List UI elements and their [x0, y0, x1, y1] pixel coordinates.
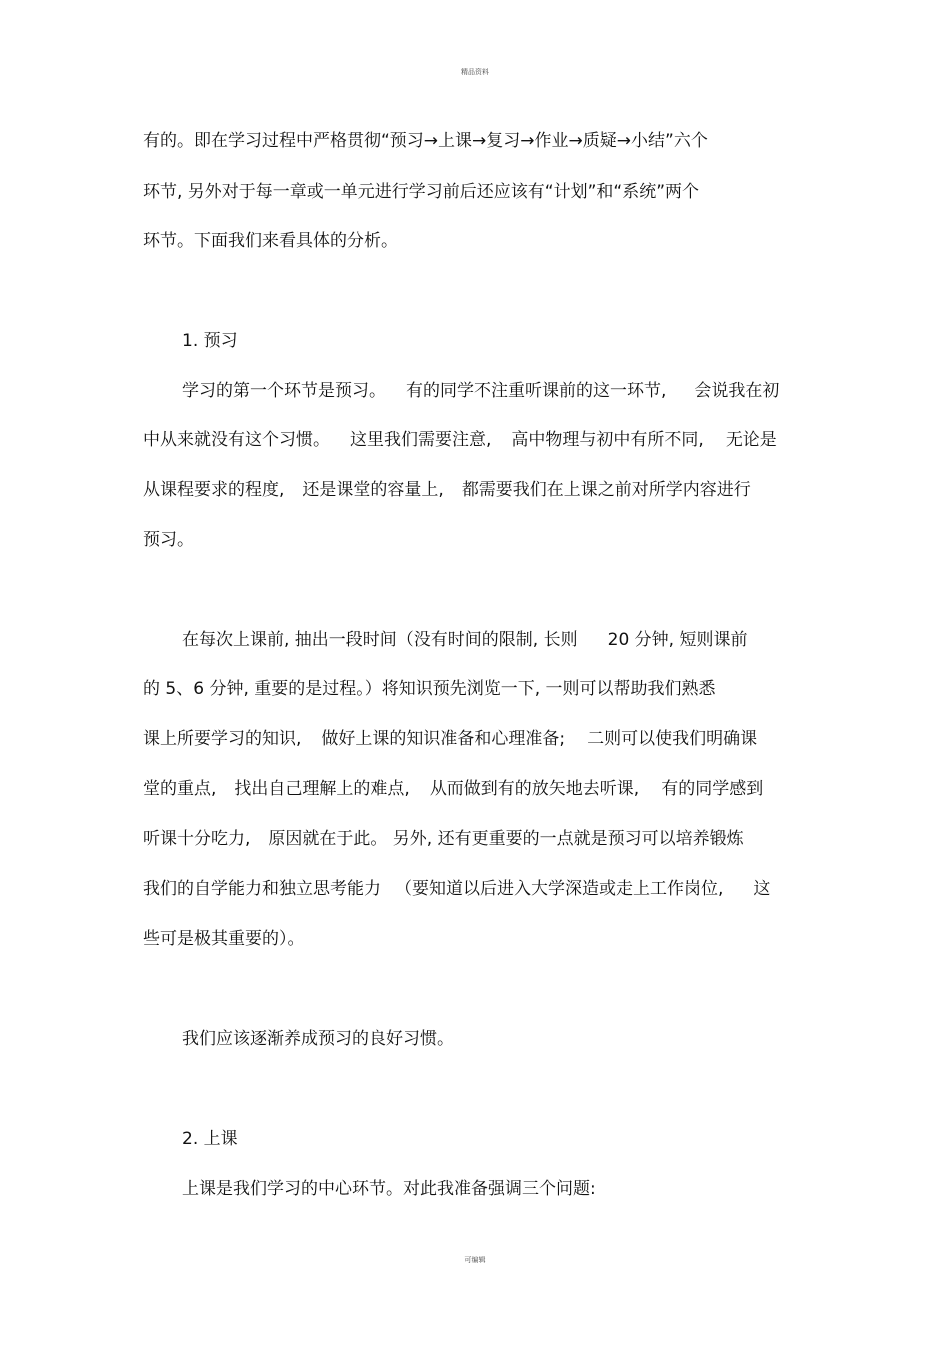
text-segment: 些可是极其重要的）。 — [143, 929, 305, 949]
text-line — [143, 528, 194, 552]
text-line — [143, 428, 777, 452]
text-line — [182, 379, 779, 403]
text-segment: 无论是 — [725, 430, 777, 450]
text-segment: 高中物理与初中有所不同, — [511, 430, 704, 450]
text-segment: 会说我在初 — [694, 381, 780, 401]
text-segment: 有的同学不注重听课前的这一环节, — [406, 381, 667, 401]
text-segment: 中从来就没有这个习惯。 — [143, 430, 330, 450]
text-segment: 我们的自学能力和独立思考能力 — [143, 879, 381, 899]
section-heading: 1. 预习 — [182, 331, 238, 351]
text-segment: 课上所要学习的知识, — [143, 729, 302, 749]
text-line — [182, 628, 747, 652]
text-segment: 听课十分吃力, — [143, 829, 251, 849]
text-line — [143, 877, 770, 901]
text-line — [143, 777, 763, 801]
text-segment: 都需要我们在上课之前对所学内容进行 — [461, 480, 751, 500]
text-segment: 的 5、6 分钟, 重要的是过程。）将知识预先浏览一下, 一则可以帮助我们熟悉 — [143, 679, 716, 699]
text-segment: 从课程要求的程度, — [143, 480, 285, 500]
text-segment: 从而做到有的放矢地去听课, — [429, 779, 640, 799]
text-line: 上课是我们学习的中心环节。对此我准备强调三个问题: — [182, 1179, 596, 1199]
text-segment: 这里我们需要注意, — [350, 430, 492, 450]
section-heading: 2. 上课 — [182, 1129, 238, 1149]
text-segment: 原因就在于此。 另外, 还有更重要的一点就是预习可以培养锻炼 — [268, 829, 744, 849]
text-segment: （要知道以后进入大学深造或走上工作岗位, — [395, 879, 724, 899]
text-line: 我们应该逐渐养成预习的良好习惯。 — [182, 1029, 454, 1049]
text-segment: 二则可以使我们明确课 — [587, 729, 758, 749]
text-segment: 堂的重点, — [143, 779, 217, 799]
text-segment: 学习的第一个环节是预习。 — [182, 381, 386, 401]
text-segment: 预习。 — [143, 530, 194, 550]
text-segment: 做好上课的知识准备和心理准备; — [321, 729, 566, 749]
text-segment: 20 分钟, 短则课前 — [607, 630, 748, 650]
text-line — [143, 677, 716, 701]
text-segment: 在每次上课前, 抽出一段时间（没有时间的限制, 长则 — [182, 630, 578, 650]
text-segment: 找出自己理解上的难点, — [234, 779, 410, 799]
text-line: 环节。下面我们来看具体的分析。 — [143, 231, 398, 251]
text-line — [143, 478, 751, 502]
text-segment: 这 — [753, 879, 771, 899]
page-header: 精品资料 — [461, 68, 489, 76]
text-segment: 有的同学感到 — [661, 779, 764, 799]
text-line — [143, 827, 744, 851]
text-line: 环节, 另外对于每一章或一单元进行学习前后还应该有“计划”和“系统”两个 — [143, 182, 700, 202]
text-line: 有的。即在学习过程中严格贯彻“预习→上课→复习→作业→质疑→小结”六个 — [143, 131, 708, 151]
page-footer: 可编辑 — [464, 1256, 486, 1264]
text-line — [143, 927, 305, 951]
text-line — [143, 727, 757, 751]
text-segment: 还是课堂的容量上, — [302, 480, 444, 500]
